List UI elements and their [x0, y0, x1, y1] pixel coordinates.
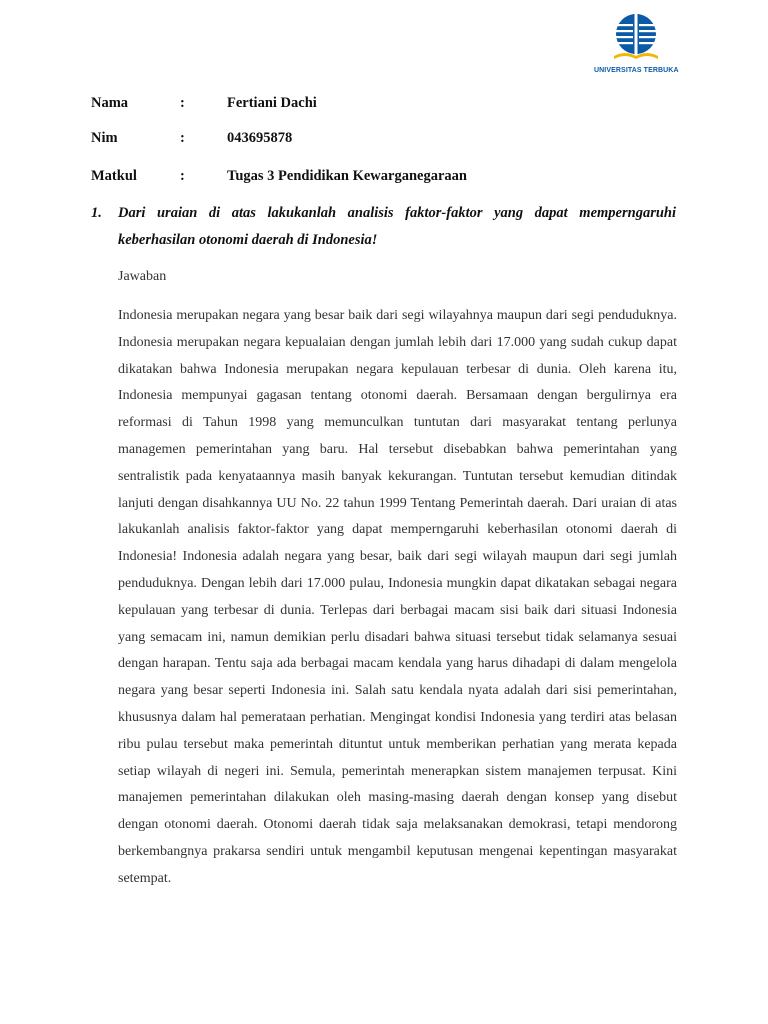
question-number: 1. — [91, 205, 102, 221]
universitas-terbuka-logo — [594, 10, 678, 78]
name-label: Nama — [91, 95, 129, 111]
answer-paragraph: Indonesia merupakan negara yang besar baik dari segi wilayahnya maupun dari segi penduduknya. Indonesia merupakan negara kepualaian dengan jumlah lebih dari 17.000 yang sudah cukup dapat dikatakan bahwa Indonesia merupakan negara kepulauan terbesar di dunia. Oleh karena itu, Indonesia mempunyai gagasan tentang otonomi daerah. Bersamaan dengan bergulirnya era reformasi di Tahun 1998 yang memunculkan tuntutan dari masyarakat tentang perlunya managemen pemerintahan yang baru. Hal tersebut disebabkan bahwa pemerintahan yang sentralistik pada kenyataannya masih banyak kekurangan. Tuntutan tersebut kemudian ditindak lanjuti dengan disahkannya UU No. 22 tahun 1999 Tentang Pemerintah daerah. Dari uraian di atas lakukanlah analisis faktor-faktor yang dapat memperngaruhi keberhasilan otonomi daerah di Indonesia! Indonesia adalah negara yang besar, baik dari segi wilayah maupun dari segi jumlah penduduknya. Dengan lebih dari 17.000 pulau, Indonesia mungkin dapat dikatakan sebagai negara kepulauan yang terbesar di dunia. Terlepas dari berbagai macam sisi baik dari situasi Indonesia yang semacam ini, namun demikian perlu disadari bahwa situasi tersebut tidak selamanya sesuai dengan harapan. Tentu saja ada berbagai macam kendala yang harus dihadapi di dalam mengelola negara yang besar seperti Indonesia ini. Salah satu kendala nyata adalah dari sisi pemerintahan, khususnya dalam hal pemerataan perhatian. Mengingat kondisi Indonesia yang terdiri atas belasan ribu pulau tersebut maka pemerintah dituntut untuk memberikan perhatian yang merata kepada setiap wilayah di negeri ini. Semula, pemerintah menerapkan sistem manajemen terpusat. Kini manajemen pemerintahan dilakukan oleh masing-masing daerah dengan konsep yang disebut dengan otonomi daerah. Otonomi daerah tidak saja melaksanakan demokrasi, tetapi mendorong berkembangnya prakarsa sendiri untuk mengambil keputusan mengenai kepentingan masyarakat setempat. — [118, 308, 677, 886]
name-value: Fertiani Dachi — [227, 95, 317, 111]
question-block — [91, 200, 676, 254]
answer-label: Jawaban — [118, 269, 167, 284]
matkul-value: Tugas 3 Pendidikan Kewarganegaraan — [227, 168, 467, 184]
matkul-label: Matkul — [91, 168, 137, 184]
university-emblem-icon — [594, 10, 678, 66]
nim-separator: : — [180, 130, 185, 146]
matkul-separator: : — [180, 168, 185, 184]
name-separator: : — [180, 95, 185, 111]
question-text: Dari uraian di atas lakukanlah analisis faktor-faktor yang dapat memperngaruhi keberhasilan otonomi daerah di Indonesia! — [118, 205, 676, 248]
nim-value: 043695878 — [227, 130, 293, 146]
nim-label: Nim — [91, 130, 118, 146]
logo-caption: UNIVERSITAS TERBUKA — [594, 67, 679, 74]
